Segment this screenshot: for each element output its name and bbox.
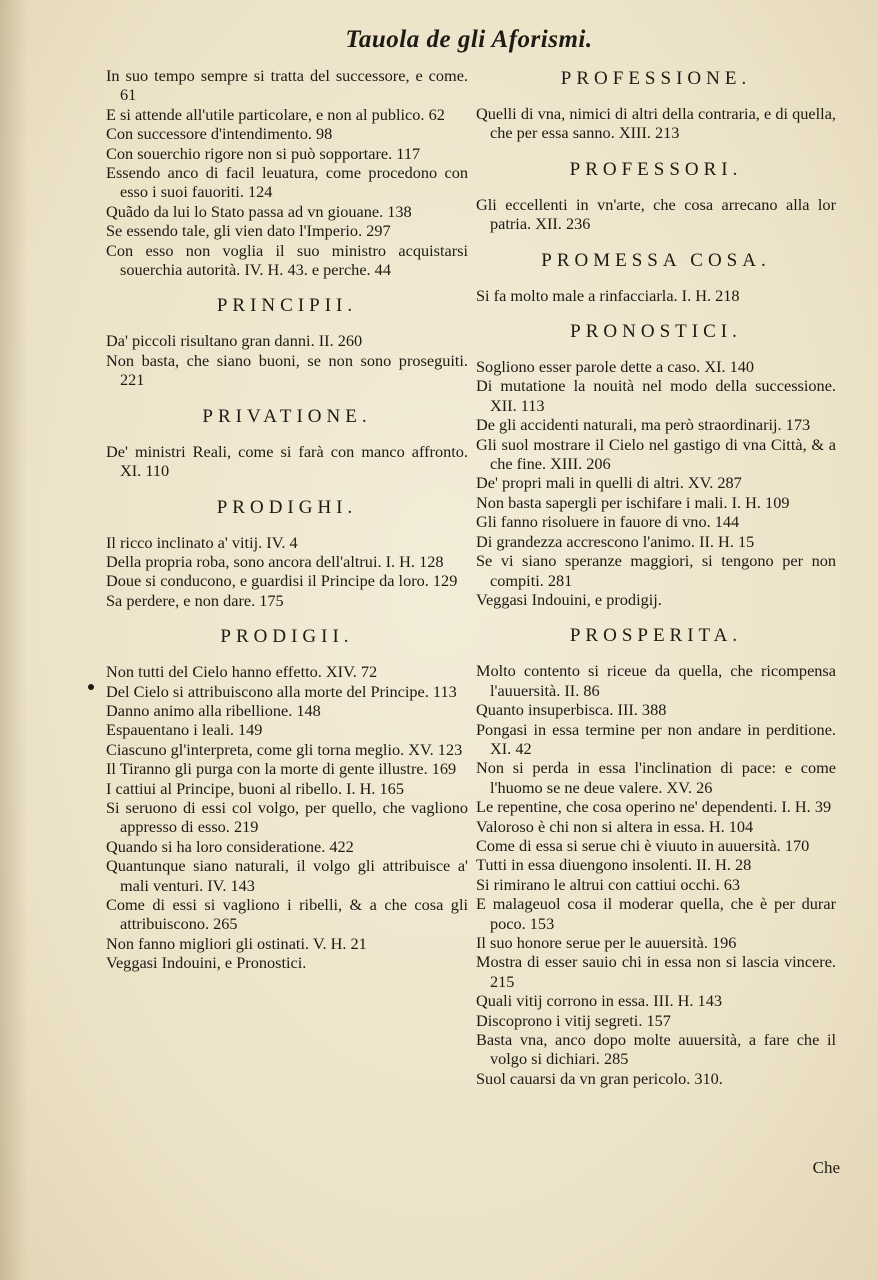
index-entry: Quando si ha loro consideratione. 422 (106, 836, 354, 856)
index-entry: Quantunque siano naturali, il volgo gli attribuisce a' mali venturi. IV. 143 (106, 856, 468, 895)
index-entry: Non basta, che siano buoni, se non sono proseguiti. 221 (106, 350, 468, 390)
index-heading: PROMESSA COSA. (541, 249, 771, 271)
index-entry: Danno animo alla ribellione. 148 (106, 700, 321, 720)
index-entry: Le repentine, che cosa operino ne' dependenti. I. H. 39 (476, 797, 832, 817)
index-entry: Se essendo tale, gli vien dato l'Imperio. 297 (106, 221, 391, 241)
index-entry: De' ministri Reali, come si farà con manco affronto. XI. 110 (106, 441, 468, 481)
index-entry: Gli fanno risoluere in fauore di vno. 144 (476, 512, 740, 532)
index-entry: Non si perda in essa l'inclination di pace: e come l'huomo se ne deue valere. XV. 26 (476, 758, 836, 797)
index-entry: Se vi siano speranze maggiori, si tengono per non compiti. 281 (476, 551, 836, 590)
index-entry: E si attende all'utile particolare, e non al publico. 62 (106, 104, 445, 124)
index-entry: Valoroso è chi non si altera in essa. H. 104 (476, 816, 754, 836)
index-entry: Pongasi in essa termine per non andare in perditione. XI. 42 (476, 719, 836, 758)
index-entry: Del Cielo si attribuiscono alla morte del Principe. 113 (106, 681, 457, 701)
index-heading: PRODIGII. (220, 626, 354, 648)
index-entry: De' propri mali in quelli di altri. XV. 287 (476, 473, 742, 493)
index-entry: Gli eccellenti in vn'arte, che cosa arrecano alla lor patria. XII. 236 (476, 194, 836, 234)
index-entry: Non tutti del Cielo hanno effetto. XIV. 72 (106, 662, 378, 682)
index-entry: Si seruono di essi col volgo, per quello, che vagliono appresso di esso. 219 (106, 797, 468, 837)
index-entry: Quali vitij corrono in essa. III. H. 143 (476, 991, 722, 1011)
index-entry: Veggasi Indouini, e prodigij. (476, 589, 662, 609)
index-heading: PROFESSIONE. (560, 68, 752, 89)
index-entry: Doue si conducono, e guardisi il Principe da loro. 129 (106, 571, 458, 591)
index-heading: PRIVATIONE. (202, 405, 372, 427)
left-column (106, 66, 468, 973)
index-entry: Si fa molto male a rinfacciarla. I. H. 218 (476, 285, 740, 305)
index-entry: Con esso non voglia il suo ministro acquistarsi souerchia autorità. IV. H. 43. e perche. 44 (106, 240, 468, 280)
index-entry: Della propria roba, sono ancora dell'altrui. I. H. 128 (106, 551, 444, 571)
index-entry: Quelli di vna, nimici di altri della contraria, e di quella, che per essa sanno. XIII. 213 (476, 104, 836, 143)
index-entry: Da' piccoli risultano gran danni. II. 260 (106, 331, 363, 351)
running-title: Tauola de gli Aforismi. (345, 26, 593, 53)
index-entry: Essendo anco di facil leuatura, come procedono con esso i suoi fauoriti. 124 (106, 163, 468, 202)
index-heading: PRONOSTICI. (570, 321, 742, 343)
index-entry: In suo tempo sempre si tratta del successore, e come. 61 (106, 66, 468, 105)
index-entry: I cattiui al Principe, buoni al ribello. I. H. 165 (106, 778, 404, 798)
index-entry: Espauentano i leali. 149 (106, 720, 263, 740)
index-entry: E malageuol cosa il moderar quella, che è per durar poco. 153 (476, 894, 836, 933)
index-entry: Sogliono esser parole dette a caso. XI. 140 (476, 357, 755, 377)
index-entry: Non fanno migliori gli ostinati. V. H. 21 (106, 933, 367, 953)
index-entry: Come di essi si vagliono i ribelli, & a che cosa gli attribuiscono. 265 (106, 895, 468, 934)
index-entry: Come di essa si serue chi è viuuto in auuersità. 170 (476, 835, 810, 855)
index-entry: Molto contento si riceue da quella, che ricompensa l'auuersità. II. 86 (476, 661, 836, 700)
index-heading: PRODIGHI. (216, 496, 358, 518)
index-entry: Basta vna, anco dopo molte auuersità, a fare che il volgo si dichiari. 285 (476, 1030, 836, 1069)
index-entry: Ciascuno gl'interpreta, come gli torna meglio. XV. 123 (106, 739, 463, 759)
index-entry: Di grandezza accrescono l'animo. II. H. 15 (476, 531, 755, 551)
index-entry: Si rimirano le altrui con cattiui occhi. 63 (476, 874, 741, 894)
index-heading: PRINCIPII. (216, 295, 358, 317)
index-heading: PROFESSORI. (569, 158, 743, 180)
index-entry: Quãdo da lui lo Stato passa ad vn giouane. 138 (106, 201, 412, 221)
index-entry: Sa perdere, e non dare. 175 (106, 590, 284, 610)
index-entry: Con successore d'intendimento. 98 (106, 124, 333, 144)
index-entry: Il Tiranno gli purga con la morte di gente illustre. 169 (106, 759, 457, 779)
index-entry: Veggasi Indouini, e Pronostici. (106, 953, 307, 973)
index-entry: Mostra di esser sauio chi in essa non si lascia vincere. 215 (476, 952, 836, 991)
catchword: Che (812, 1158, 840, 1177)
index-heading: PROSPERITA. (569, 625, 743, 647)
index-entry: Il ricco inclinato a' vitij. IV. 4 (106, 532, 298, 552)
margin-dot (88, 684, 94, 690)
index-entry: Gli suol mostrare il Cielo nel gastigo di vna Città, & a che fine. XIII. 206 (476, 434, 836, 474)
index-entry: Suol cauarsi da vn gran pericolo. 310. (476, 1068, 723, 1088)
index-entry: Con souerchio rigore non si può sopportare. 117 (106, 143, 421, 163)
index-entry: Il suo honore serue per le auuersità. 196 (476, 933, 737, 952)
index-entry: Tutti in essa diuengono insolenti. II. H. 28 (476, 855, 752, 875)
index-entry: Quanto insuperbisca. III. 388 (476, 700, 667, 720)
index-entry: De gli accidenti naturali, ma però straordinarij. 173 (476, 415, 811, 435)
index-entry: Discoprono i vitij segreti. 157 (476, 1010, 671, 1030)
right-column (476, 66, 836, 1088)
spine-shadow (0, 0, 28, 1280)
index-entry: Di mutatione la nouità nel modo della successione. XII. 113 (476, 376, 836, 415)
index-entry: Non basta sapergli per ischifare i mali. I. H. 109 (476, 492, 790, 512)
